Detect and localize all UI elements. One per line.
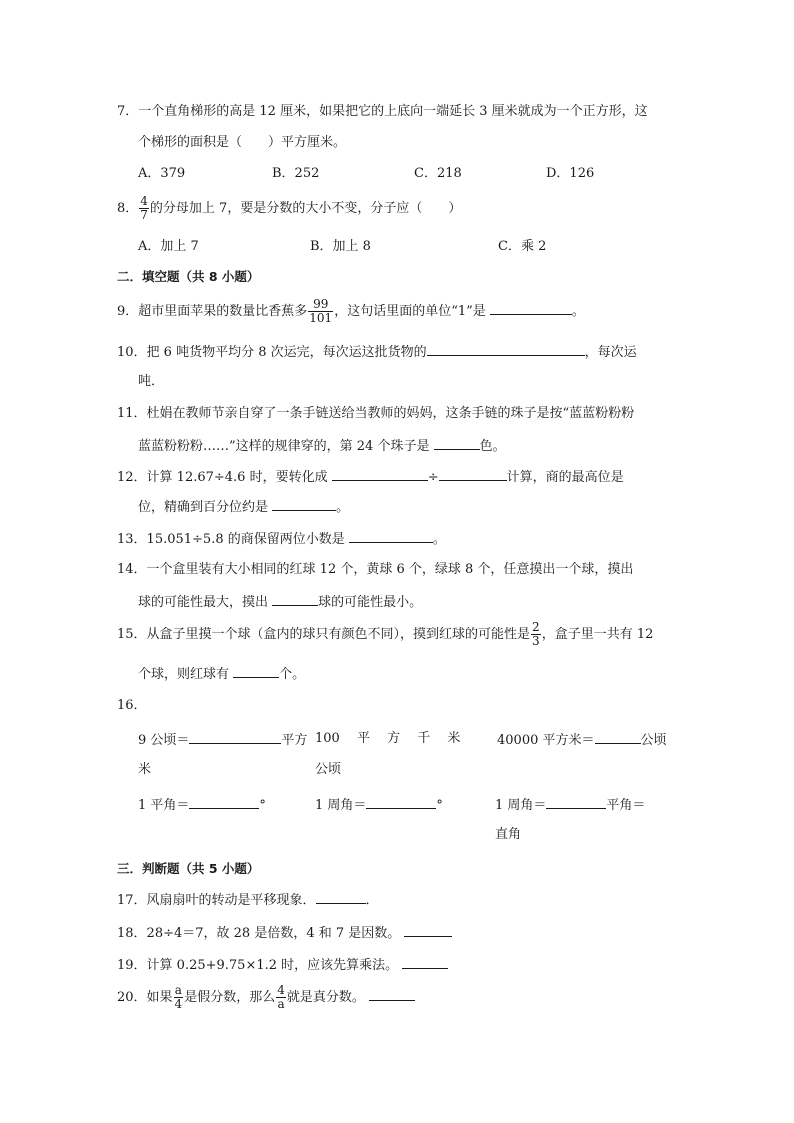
q20-text-end: 就是真分数。 [286, 990, 369, 1005]
q20-fraction-4-over-a [276, 984, 286, 1011]
q16-item-round-to-straight-text: 1 周角＝ [495, 798, 547, 813]
q8-option-a: A．加上 7 [138, 239, 199, 254]
q20-fraction-2-numerator: 4 [277, 983, 285, 997]
q20-text-start: 20．如果 [117, 990, 173, 1005]
q9-text-end: ，这句话里面的单位“1”是 [334, 304, 490, 319]
q20-text-middle: 是假分数，那么 [184, 990, 276, 1005]
q11-text-end: 色。 [479, 439, 506, 454]
q12-answer-blank-approx[interactable] [272, 497, 336, 511]
q9-text-start: 9．超市里面苹果的数量比香蕉多 [117, 304, 308, 319]
q10-text-start: 10．把 6 吨货物平均分 8 次运完，每次运这批货物的 [117, 345, 427, 360]
question-19 [117, 955, 448, 975]
q16-item-round-angle-text: 1 周角＝ [315, 798, 367, 813]
q15-text-start: 15．从盒子里摸一个球（盒内的球只有颜色不同），摸到红球的可能性是 [117, 627, 531, 642]
q16-item-hectare-unit-wrap: 米 [138, 762, 152, 777]
q12-answer-blank-dividend[interactable] [332, 467, 428, 481]
question-16-label: 16． [117, 698, 147, 713]
q8-option-c: C．乘 2 [498, 239, 547, 254]
question-10-line-1 [117, 342, 637, 362]
question-12-line-1 [117, 467, 624, 487]
question-15-line-2 [138, 664, 305, 684]
q15-text-end: ，盒子里一共有 12 [541, 627, 654, 642]
q16-answer-blank-round-to-straight[interactable] [546, 795, 606, 809]
q14-text-start: 球的可能性最大，摸出 [138, 595, 273, 610]
q12-period: 。 [336, 500, 350, 515]
question-12-line-2 [138, 497, 349, 517]
q16-item-square-km-wrap: 公顷 [315, 762, 342, 777]
q15-fraction-numerator: 2 [532, 620, 540, 634]
q20-fraction-a-over-4 [174, 984, 184, 1011]
q19-text: 19．计算 0.25+9.75×1.2 时，应该先算乘法。 [117, 958, 403, 973]
section-3-heading: 三．判断题（共 5 小题） [117, 861, 260, 876]
q16-answer-blank-straight-angle[interactable] [189, 795, 259, 809]
q16-item-round-to-straight-unit: 平角＝ [606, 798, 646, 813]
question-20 [117, 981, 415, 1015]
q16-item-hectare [138, 730, 307, 750]
q16-item-right-angle-wrap: 直角 [495, 827, 522, 842]
q16-item-straight-angle [138, 795, 266, 815]
q12-line-2-text: 位，精确到百分位约是 [138, 500, 273, 515]
q16-item-square-m [497, 730, 667, 750]
q15-fraction-denominator: 3 [532, 634, 540, 648]
q8-fraction-numerator: 4 [140, 194, 148, 208]
q9-fraction [308, 298, 333, 325]
question-18 [117, 923, 452, 943]
question-7-line-1: 7．一个直角梯形的高是 12 厘米，如果把它的上底向一端延长 3 厘米就成为一个正方形，这 [117, 104, 648, 119]
q11-text-start: 蓝蓝粉粉粉……”这样的规律穿的，第 24 个珠子是 [138, 439, 434, 454]
q7-option-a: A．379 [138, 166, 186, 181]
q8-fraction-denominator: 7 [140, 208, 148, 222]
q20-fraction-1-numerator: a [174, 983, 182, 997]
q16-item-round-angle [315, 795, 443, 815]
q20-fraction-1-denominator: 4 [174, 997, 183, 1011]
q9-fraction-numerator: 99 [308, 298, 333, 312]
q15-line-2-end: 个。 [279, 667, 306, 682]
q19-answer-blank[interactable] [402, 955, 448, 969]
q7-option-d: D．126 [546, 166, 595, 181]
q13-period: 。 [432, 532, 446, 547]
q16-degree-sign-1: ° [259, 798, 266, 813]
q9-fraction-denominator: 101 [309, 311, 333, 325]
question-13 [117, 529, 446, 549]
q16-item-round-to-straight [495, 795, 645, 815]
q15-line-2-text: 个球，则红球有 [138, 667, 234, 682]
q16-answer-blank-hectare[interactable] [189, 730, 281, 744]
q16-item-square-m-text: 40000 平方米＝ [497, 733, 595, 748]
question-7-line-2: 个梯形的面积是（ ）平方厘米。 [138, 135, 347, 150]
q14-answer-blank[interactable] [272, 592, 318, 606]
q12-text-end: 计算，商的最高位是 [506, 470, 624, 485]
q17-period: ． [365, 893, 379, 908]
q12-answer-blank-divisor[interactable] [439, 467, 507, 481]
q10-text-end: ，每次运 [584, 345, 637, 360]
q16-answer-blank-square-m[interactable] [595, 730, 641, 744]
question-11-line-2 [138, 436, 506, 456]
q16-item-square-km: 100 平 方 千 米 [315, 731, 461, 746]
q10-answer-blank-fraction[interactable] [427, 342, 585, 356]
q16-degree-sign-2: ° [436, 798, 443, 813]
q11-answer-blank[interactable] [434, 436, 480, 450]
question-10-line-2: 吨． [138, 374, 165, 389]
question-14-line-2 [138, 592, 422, 612]
question-9 [117, 295, 585, 329]
section-2-heading: 二．填空题（共 8 小题） [117, 269, 260, 284]
q14-text-end: 球的可能性最小。 [318, 595, 423, 610]
q12-text-start: 12．计算 12.67÷4.6 时，要转化成 [117, 470, 332, 485]
question-14-line-1: 14．一个盒里装有大小相同的红球 12 个，黄球 6 个，绿球 8 个，任意摸出一个球，摸出 [117, 562, 634, 577]
q16-item-hectare-unit: 平方 [281, 733, 308, 748]
q7-option-b: B．252 [272, 166, 320, 181]
q17-text: 17．风扇扇叶的转动是平移现象． [117, 893, 316, 908]
q20-fraction-2-denominator: a [277, 997, 285, 1011]
q16-item-straight-angle-text: 1 平角＝ [138, 798, 190, 813]
question-8 [117, 194, 461, 224]
q8-text: 的分母加上 7，要是分数的大小不变，分子应（ ） [149, 201, 462, 216]
q9-period: 。 [571, 304, 585, 319]
q15-fraction [531, 621, 541, 648]
question-17 [117, 890, 379, 910]
q15-answer-blank[interactable] [233, 664, 279, 678]
q18-text: 18．28÷4＝7，故 28 是倍数，4 和 7 是因数。 [117, 926, 405, 941]
q8-number: 8． [117, 201, 139, 216]
q16-item-square-m-unit: 公顷 [640, 733, 667, 748]
q9-answer-blank[interactable] [490, 301, 572, 315]
question-15-line-1 [117, 618, 653, 652]
q16-item-hectare-text: 9 公顷＝ [138, 733, 190, 748]
q13-answer-blank[interactable] [349, 529, 433, 543]
q7-option-c: C．218 [414, 166, 462, 181]
q13-text: 13．15.051÷5.8 的商保留两位小数是 [117, 532, 349, 547]
q18-answer-blank[interactable] [404, 923, 452, 937]
q16-answer-blank-round-angle[interactable] [366, 795, 436, 809]
q8-option-b: B．加上 8 [310, 239, 371, 254]
q20-answer-blank[interactable] [369, 987, 415, 1001]
q8-fraction [139, 195, 149, 222]
q12-divide-sign: ÷ [427, 470, 439, 485]
q17-answer-blank[interactable] [316, 890, 366, 904]
question-11-line-1: 11．杜娟在教师节亲自穿了一条手链送给当教师的妈妈，这条手链的珠子是按“蓝蓝粉粉粉 [117, 406, 635, 421]
